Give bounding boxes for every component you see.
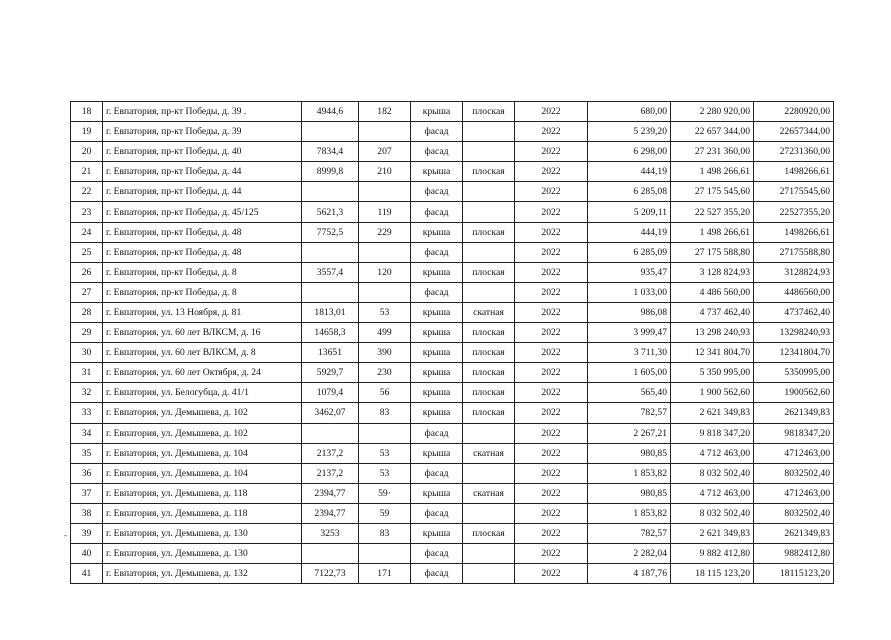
cell-address: г. Евпатория, пр-кт Победы, д. 44 bbox=[103, 182, 302, 202]
cell-area: 3462,07 bbox=[302, 403, 359, 423]
cell-address: г. Евпатория, пр-кт Победы, д. 39 bbox=[103, 122, 302, 142]
cell-year: 2022 bbox=[515, 343, 588, 363]
cell-row-number: 38 bbox=[71, 503, 103, 523]
cell-area bbox=[302, 182, 359, 202]
cell-element: крыша bbox=[411, 383, 463, 403]
cell-area: 2394,77 bbox=[302, 503, 359, 523]
cell-address: г. Евпатория, пр-кт Победы, д. 8 bbox=[103, 262, 302, 282]
cell-total-cost: 18 115 123,20 bbox=[671, 564, 754, 584]
cell-row-number: 20 bbox=[71, 142, 103, 162]
cell-roof-type bbox=[463, 242, 515, 262]
cell-total-cost-plain: 3128824,93 bbox=[754, 262, 834, 282]
cell-residents: 53 bbox=[359, 302, 411, 322]
cell-total-cost: 12 341 804,70 bbox=[671, 343, 754, 363]
cell-total-cost-plain: 1498266,61 bbox=[754, 162, 834, 182]
table-row bbox=[71, 302, 834, 322]
cell-total-cost: 1 900 562,60 bbox=[671, 383, 754, 403]
cell-row-number: 33 bbox=[71, 403, 103, 423]
cell-area: 5621,3 bbox=[302, 202, 359, 222]
cell-row-number: 35 bbox=[71, 443, 103, 463]
cell-element: крыша bbox=[411, 222, 463, 242]
cell-address: г. Евпатория, пр-кт Победы, д. 8 bbox=[103, 282, 302, 302]
cell-residents bbox=[359, 544, 411, 564]
cell-roof-type: плоская bbox=[463, 262, 515, 282]
table-row bbox=[71, 443, 834, 463]
cell-total-cost: 27 231 360,00 bbox=[671, 142, 754, 162]
table-row bbox=[71, 483, 834, 503]
cell-area: 2137,2 bbox=[302, 443, 359, 463]
cell-residents bbox=[359, 122, 411, 142]
cell-element: фасад bbox=[411, 463, 463, 483]
cell-total-cost-plain: 9882412,80 bbox=[754, 544, 834, 564]
cell-total-cost: 8 032 502,40 bbox=[671, 463, 754, 483]
cell-total-cost: 22 527 355,20 bbox=[671, 202, 754, 222]
table-row bbox=[71, 463, 834, 483]
cell-address: г. Евпатория, ул. Демышева, д. 102 bbox=[103, 423, 302, 443]
scan-mark: - bbox=[64, 530, 67, 540]
cell-residents: 230 bbox=[359, 363, 411, 383]
cell-area: 7834,4 bbox=[302, 142, 359, 162]
cell-total-cost-plain: 2280920,00 bbox=[754, 102, 834, 122]
cell-address: г. Евпатория, ул. Демышева, д. 102 bbox=[103, 403, 302, 423]
cell-address: г. Евпатория, пр-кт Победы, д. 39 . bbox=[103, 102, 302, 122]
cell-area bbox=[302, 282, 359, 302]
cell-element: крыша bbox=[411, 523, 463, 543]
cell-element: крыша bbox=[411, 343, 463, 363]
table-row bbox=[71, 423, 834, 443]
cell-roof-type: скатная bbox=[463, 483, 515, 503]
cell-unit-cost: 3 999,47 bbox=[588, 323, 671, 343]
cell-total-cost: 2 280 920,00 bbox=[671, 102, 754, 122]
cell-year: 2022 bbox=[515, 222, 588, 242]
table-row bbox=[71, 162, 834, 182]
cell-residents bbox=[359, 242, 411, 262]
cell-element: крыша bbox=[411, 443, 463, 463]
cell-area: 1079,4 bbox=[302, 383, 359, 403]
table-row bbox=[71, 282, 834, 302]
cell-total-cost: 4 712 463,00 bbox=[671, 443, 754, 463]
cell-address: г. Евпатория, ул. Демышева, д. 130 bbox=[103, 523, 302, 543]
cell-total-cost-plain: 9818347,20 bbox=[754, 423, 834, 443]
cell-total-cost: 3 128 824,93 bbox=[671, 262, 754, 282]
cell-roof-type bbox=[463, 544, 515, 564]
cell-total-cost-plain: 2621349,83 bbox=[754, 403, 834, 423]
table-row bbox=[71, 343, 834, 363]
cell-row-number: 32 bbox=[71, 383, 103, 403]
table-row bbox=[71, 503, 834, 523]
cell-row-number: 28 bbox=[71, 302, 103, 322]
cell-unit-cost: 444,19 bbox=[588, 162, 671, 182]
cell-year: 2022 bbox=[515, 443, 588, 463]
cell-roof-type bbox=[463, 564, 515, 584]
cell-unit-cost: 1 605,00 bbox=[588, 363, 671, 383]
cell-unit-cost: 1 853,82 bbox=[588, 503, 671, 523]
cell-element: фасад bbox=[411, 122, 463, 142]
cell-total-cost-plain: 22527355,20 bbox=[754, 202, 834, 222]
cell-residents: 182 bbox=[359, 102, 411, 122]
cell-year: 2022 bbox=[515, 182, 588, 202]
cell-roof-type: скатная bbox=[463, 302, 515, 322]
cell-row-number: 37 bbox=[71, 483, 103, 503]
cell-residents: 119 bbox=[359, 202, 411, 222]
cell-unit-cost: 6 298,00 bbox=[588, 142, 671, 162]
cell-total-cost-plain: 1498266,61 bbox=[754, 222, 834, 242]
cell-total-cost-plain: 27175588,80 bbox=[754, 242, 834, 262]
table-row bbox=[71, 564, 834, 584]
cell-year: 2022 bbox=[515, 242, 588, 262]
cell-residents: 83 bbox=[359, 403, 411, 423]
cell-row-number: 40 bbox=[71, 544, 103, 564]
cell-residents: 53 bbox=[359, 443, 411, 463]
cell-total-cost: 1 498 266,61 bbox=[671, 222, 754, 242]
cell-row-number: 27 bbox=[71, 282, 103, 302]
cell-element: крыша bbox=[411, 323, 463, 343]
cell-total-cost: 9 882 412,80 bbox=[671, 544, 754, 564]
cell-row-number: 36 bbox=[71, 463, 103, 483]
cell-address: г. Евпатория, ул. Демышева, д. 130 bbox=[103, 544, 302, 564]
cell-address: г. Евпатория, ул. Демышева, д. 104 bbox=[103, 443, 302, 463]
cell-total-cost: 27 175 588,80 bbox=[671, 242, 754, 262]
cell-roof-type: плоская bbox=[463, 383, 515, 403]
table-row bbox=[71, 323, 834, 343]
cell-area: 14658,3 bbox=[302, 323, 359, 343]
cell-roof-type: плоская bbox=[463, 102, 515, 122]
cell-residents bbox=[359, 282, 411, 302]
cell-roof-type: плоская bbox=[463, 403, 515, 423]
cell-year: 2022 bbox=[515, 383, 588, 403]
cell-total-cost-plain: 12341804,70 bbox=[754, 343, 834, 363]
cell-roof-type bbox=[463, 202, 515, 222]
cell-unit-cost: 980,85 bbox=[588, 443, 671, 463]
cell-area: 5929,7 bbox=[302, 363, 359, 383]
cell-unit-cost: 6 285,08 bbox=[588, 182, 671, 202]
cell-area bbox=[302, 122, 359, 142]
cell-total-cost: 4 737 462,40 bbox=[671, 302, 754, 322]
cell-address: г. Евпатория, пр-кт Победы, д. 45/125 bbox=[103, 202, 302, 222]
cell-year: 2022 bbox=[515, 363, 588, 383]
cell-residents: 59· bbox=[359, 483, 411, 503]
cell-roof-type bbox=[463, 282, 515, 302]
cell-residents: 207 bbox=[359, 142, 411, 162]
cell-total-cost-plain: 4737462,40 bbox=[754, 302, 834, 322]
cell-area: 8999,8 bbox=[302, 162, 359, 182]
cell-year: 2022 bbox=[515, 463, 588, 483]
cell-unit-cost: 3 711,30 bbox=[588, 343, 671, 363]
cell-roof-type: плоская bbox=[463, 162, 515, 182]
cell-row-number: 31 bbox=[71, 363, 103, 383]
cell-total-cost-plain: 4712463,00 bbox=[754, 483, 834, 503]
cell-address: г. Евпатория, пр-кт Победы, д. 44 bbox=[103, 162, 302, 182]
cell-unit-cost: 444,19 bbox=[588, 222, 671, 242]
cell-element: фасад bbox=[411, 202, 463, 222]
cell-year: 2022 bbox=[515, 122, 588, 142]
cell-roof-type: плоская bbox=[463, 363, 515, 383]
cell-row-number: 23 bbox=[71, 202, 103, 222]
cell-year: 2022 bbox=[515, 323, 588, 343]
cell-area: 7752,5 bbox=[302, 222, 359, 242]
cell-element: фасад bbox=[411, 544, 463, 564]
cell-total-cost-plain: 5350995,00 bbox=[754, 363, 834, 383]
cell-residents: 56 bbox=[359, 383, 411, 403]
table-row bbox=[71, 403, 834, 423]
table-row bbox=[71, 222, 834, 242]
cell-year: 2022 bbox=[515, 564, 588, 584]
cell-row-number: 25 bbox=[71, 242, 103, 262]
table-row bbox=[71, 363, 834, 383]
cell-row-number: 29 bbox=[71, 323, 103, 343]
cell-element: крыша bbox=[411, 102, 463, 122]
cell-element: фасад bbox=[411, 242, 463, 262]
cell-element: крыша bbox=[411, 483, 463, 503]
cell-residents: 83 bbox=[359, 523, 411, 543]
table-row bbox=[71, 544, 834, 564]
cell-address: г. Евпатория, пр-кт Победы, д. 48 bbox=[103, 242, 302, 262]
cell-unit-cost: 5 209,11 bbox=[588, 202, 671, 222]
cell-year: 2022 bbox=[515, 544, 588, 564]
cell-total-cost-plain: 8032502,40 bbox=[754, 503, 834, 523]
cell-unit-cost: 680,00 bbox=[588, 102, 671, 122]
cell-area: 7122,73 bbox=[302, 564, 359, 584]
cell-area: 1813,01 bbox=[302, 302, 359, 322]
cell-area: 3557,4 bbox=[302, 262, 359, 282]
cell-row-number: 26 bbox=[71, 262, 103, 282]
cell-element: фасад bbox=[411, 503, 463, 523]
cell-element: фасад bbox=[411, 282, 463, 302]
cell-unit-cost: 565,40 bbox=[588, 383, 671, 403]
table-row bbox=[71, 182, 834, 202]
cell-element: крыша bbox=[411, 403, 463, 423]
cell-year: 2022 bbox=[515, 302, 588, 322]
cell-area: 2137,2 bbox=[302, 463, 359, 483]
cell-unit-cost: 4 187,76 bbox=[588, 564, 671, 584]
table-row bbox=[71, 383, 834, 403]
cell-total-cost-plain: 1900562,60 bbox=[754, 383, 834, 403]
cell-address: г. Евпатория, ул. 60 лет ВЛКСМ, д. 8 bbox=[103, 343, 302, 363]
cell-total-cost-plain: 18115123,20 bbox=[754, 564, 834, 584]
cell-row-number: 39 bbox=[71, 523, 103, 543]
cell-year: 2022 bbox=[515, 403, 588, 423]
cell-total-cost: 2 621 349,83 bbox=[671, 523, 754, 543]
cell-year: 2022 bbox=[515, 503, 588, 523]
cell-roof-type bbox=[463, 122, 515, 142]
table-row bbox=[71, 122, 834, 142]
cell-element: крыша bbox=[411, 262, 463, 282]
cell-element: крыша bbox=[411, 363, 463, 383]
cell-total-cost: 2 621 349,83 bbox=[671, 403, 754, 423]
cell-residents: 210 bbox=[359, 162, 411, 182]
cell-element: фасад bbox=[411, 564, 463, 584]
table-row bbox=[71, 142, 834, 162]
cell-total-cost-plain: 27231360,00 bbox=[754, 142, 834, 162]
cell-unit-cost: 2 282,04 bbox=[588, 544, 671, 564]
cell-unit-cost: 6 285,09 bbox=[588, 242, 671, 262]
cell-unit-cost: 2 267,21 bbox=[588, 423, 671, 443]
cell-address: г. Евпатория, ул. Демышева, д. 132 bbox=[103, 564, 302, 584]
cell-residents: 120 bbox=[359, 262, 411, 282]
cell-roof-type: плоская bbox=[463, 323, 515, 343]
cell-address: г. Евпатория, пр-кт Победы, д. 48 bbox=[103, 222, 302, 242]
cell-unit-cost: 935,47 bbox=[588, 262, 671, 282]
cell-roof-type: плоская bbox=[463, 343, 515, 363]
cell-address: г. Евпатория, ул. 60 лет ВЛКСМ, д. 16 bbox=[103, 323, 302, 343]
cell-year: 2022 bbox=[515, 202, 588, 222]
cell-row-number: 18 bbox=[71, 102, 103, 122]
cell-area bbox=[302, 544, 359, 564]
cell-row-number: 24 bbox=[71, 222, 103, 242]
cell-unit-cost: 782,57 bbox=[588, 403, 671, 423]
cell-year: 2022 bbox=[515, 483, 588, 503]
cell-total-cost-plain: 27175545,60 bbox=[754, 182, 834, 202]
cell-row-number: 21 bbox=[71, 162, 103, 182]
cell-total-cost: 5 350 995,00 bbox=[671, 363, 754, 383]
cell-year: 2022 bbox=[515, 523, 588, 543]
cell-total-cost: 4 486 560,00 bbox=[671, 282, 754, 302]
cell-row-number: 22 bbox=[71, 182, 103, 202]
cell-total-cost-plain: 13298240,93 bbox=[754, 323, 834, 343]
cell-area bbox=[302, 423, 359, 443]
table-row bbox=[71, 202, 834, 222]
table-body bbox=[71, 102, 834, 584]
cell-year: 2022 bbox=[515, 162, 588, 182]
cell-element: фасад bbox=[411, 182, 463, 202]
cell-roof-type bbox=[463, 423, 515, 443]
cell-residents: 499 bbox=[359, 323, 411, 343]
cell-year: 2022 bbox=[515, 423, 588, 443]
cell-residents: 390 bbox=[359, 343, 411, 363]
table-row bbox=[71, 523, 834, 543]
cell-row-number: 30 bbox=[71, 343, 103, 363]
cell-total-cost: 4 712 463,00 bbox=[671, 483, 754, 503]
cell-roof-type: плоская bbox=[463, 222, 515, 242]
cell-unit-cost: 782,57 bbox=[588, 523, 671, 543]
cell-residents: 229 bbox=[359, 222, 411, 242]
cell-row-number: 19 bbox=[71, 122, 103, 142]
cell-row-number: 34 bbox=[71, 423, 103, 443]
cell-total-cost: 1 498 266,61 bbox=[671, 162, 754, 182]
cell-address: г. Евпатория, пр-кт Победы, д. 40 bbox=[103, 142, 302, 162]
cell-residents: 171 bbox=[359, 564, 411, 584]
cell-area: 3253 bbox=[302, 523, 359, 543]
cell-element: крыша bbox=[411, 302, 463, 322]
cell-element: крыша bbox=[411, 162, 463, 182]
cell-residents: 59 bbox=[359, 503, 411, 523]
cell-address: г. Евпатория, ул. Белогубца, д. 41/1 bbox=[103, 383, 302, 403]
cell-total-cost-plain: 2621349,83 bbox=[754, 523, 834, 543]
cell-address: г. Евпатория, ул. Демышева, д. 118 bbox=[103, 503, 302, 523]
cell-address: г. Евпатория, ул. 60 лет Октября, д. 24 bbox=[103, 363, 302, 383]
cell-unit-cost: 1 853,82 bbox=[588, 463, 671, 483]
cell-residents bbox=[359, 182, 411, 202]
cell-roof-type bbox=[463, 182, 515, 202]
cell-area: 13651 bbox=[302, 343, 359, 363]
cell-address: г. Евпатория, ул. Демышева, д. 104 bbox=[103, 463, 302, 483]
cell-residents: 53 bbox=[359, 463, 411, 483]
cell-total-cost: 22 657 344,00 bbox=[671, 122, 754, 142]
cell-area: 2394,77 bbox=[302, 483, 359, 503]
cell-year: 2022 bbox=[515, 102, 588, 122]
cell-roof-type bbox=[463, 142, 515, 162]
cell-element: фасад bbox=[411, 423, 463, 443]
cell-total-cost: 9 818 347,20 bbox=[671, 423, 754, 443]
cell-total-cost-plain: 4712463,00 bbox=[754, 443, 834, 463]
cell-unit-cost: 5 239,20 bbox=[588, 122, 671, 142]
cell-roof-type bbox=[463, 463, 515, 483]
cell-unit-cost: 980,85 bbox=[588, 483, 671, 503]
cell-address: г. Евпатория, ул. Демышева, д. 118 bbox=[103, 483, 302, 503]
cell-element: фасад bbox=[411, 142, 463, 162]
cell-roof-type: плоская bbox=[463, 523, 515, 543]
cell-residents bbox=[359, 423, 411, 443]
cell-area: 4944,6 bbox=[302, 102, 359, 122]
cell-total-cost-plain: 22657344,00 bbox=[754, 122, 834, 142]
table-row bbox=[71, 242, 834, 262]
cell-year: 2022 bbox=[515, 262, 588, 282]
cell-area bbox=[302, 242, 359, 262]
cell-roof-type bbox=[463, 503, 515, 523]
cell-unit-cost: 986,08 bbox=[588, 302, 671, 322]
works-table bbox=[70, 101, 834, 584]
cell-roof-type: скатная bbox=[463, 443, 515, 463]
table-row bbox=[71, 262, 834, 282]
cell-total-cost: 8 032 502,40 bbox=[671, 503, 754, 523]
cell-total-cost: 27 175 545,60 bbox=[671, 182, 754, 202]
cell-year: 2022 bbox=[515, 142, 588, 162]
cell-year: 2022 bbox=[515, 282, 588, 302]
cell-total-cost-plain: 8032502,40 bbox=[754, 463, 834, 483]
table-row bbox=[71, 102, 834, 122]
cell-row-number: 41 bbox=[71, 564, 103, 584]
cell-address: г. Евпатория, ул. 13 Ноября, д. 81 bbox=[103, 302, 302, 322]
cell-total-cost-plain: 4486560,00 bbox=[754, 282, 834, 302]
cell-unit-cost: 1 033,00 bbox=[588, 282, 671, 302]
cell-total-cost: 13 298 240,93 bbox=[671, 323, 754, 343]
